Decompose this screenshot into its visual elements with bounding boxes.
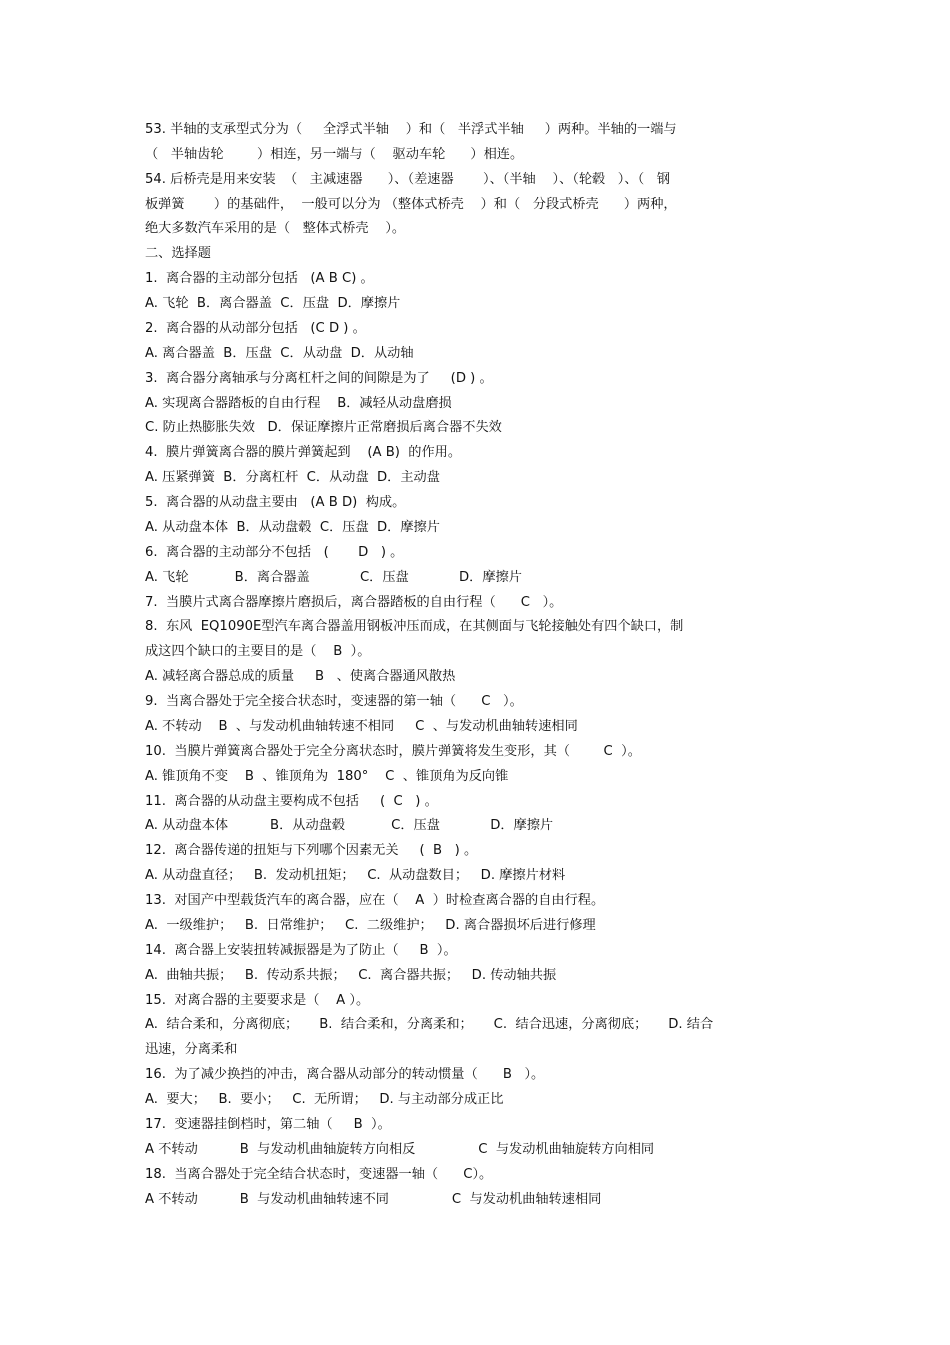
answer-options: C. 防止热膨胀失效 D．保证摩擦片正常磨损后离合器不失效	[145, 420, 502, 435]
question-text: 4. 膜片弹簧离合器的膜片弹簧起到 (A B) 的作用。	[145, 445, 462, 460]
answer-options: A. 从动盘本体 B．从动盘毂 C．压盘 D．摩擦片	[145, 520, 440, 535]
answer-options: A. 压紧弹簧 B．分离杠杆 C．从动盘 D．主动盘	[145, 470, 440, 485]
text-line: 板弹簧 ）的基础件， 一般可以分为 （整体式桥壳 ）和（ 分段式桥壳 ）两种，	[145, 197, 677, 212]
question-text: 7. 当膜片式离合器摩擦片磨损后，离合器踏板的自由行程（ C ）。	[145, 595, 563, 610]
question-text: 18. 当离合器处于完全结合状态时，变速器一轴（ C）。	[145, 1167, 493, 1182]
question-text: 17. 变速器挂倒档时，第二轴（ B ）。	[145, 1117, 391, 1132]
question-text: 13. 对国产中型载货汽车的离合器，应在（ A ）时检查离合器的自由行程。	[145, 893, 605, 908]
text-line: 绝大多数汽车采用的是（ 整体式桥壳 ）。	[145, 221, 406, 236]
question-text: 3. 离合器分离轴承与分离杠杆之间的间隙是为了 (D ) 。	[145, 371, 493, 386]
answer-options: A. 曲轴共振； B. 传动系共振； C. 离合器共振； D. 传动轴共振	[145, 968, 557, 983]
question-text: 6. 离合器的主动部分不包括 ( D ) 。	[145, 545, 404, 560]
question-text: 12. 离合器传递的扭矩与下列哪个因素无关 ( B ) 。	[145, 843, 478, 858]
answer-options: A. 锥顶角不变 B 、锥顶角为 180° C 、锥顶角为反向锥	[145, 769, 509, 784]
question-text: 15. 对离合器的主要要求是（ A ）。	[145, 993, 370, 1008]
question-text: 2. 离合器的从动部分包括 (C D ) 。	[145, 321, 366, 336]
text-line: （ 半轴齿轮 ）相连，另一端与（ 驱动车轮 ）相连。	[145, 147, 524, 162]
section-heading: 二、选择题	[145, 246, 211, 261]
answer-options: A. 减轻离合器总成的质量 B 、使离合器通风散热	[145, 669, 456, 684]
question-text: 成这四个缺口的主要目的是（ B ）。	[145, 644, 371, 659]
question-text: 14. 离合器上安装扭转减振器是为了防止（ B ）。	[145, 943, 457, 958]
answer-options: A. 从动盘直径； B. 发动机扭矩； C. 从动盘数目； D. 摩擦片材料	[145, 868, 566, 883]
question-text: 8. 东风 EQ1090E型汽车离合器盖用钢板冲压而成，在其侧面与飞轮接触处有四个缺口，制	[145, 619, 684, 634]
answer-options: A. 飞轮 B．离合器盖 C．压盘 D．摩擦片	[145, 570, 522, 585]
answer-options: A 不转动 B 与发动机曲轴转速不同 C 与发动机曲轴转速相同	[145, 1192, 602, 1207]
answer-options: A. 一级维护； B. 日常维护； C. 二级维护； D. 离合器损坏后进行修理	[145, 918, 596, 933]
answer-options: A. 从动盘本体 B．从动盘毂 C．压盘 D．摩擦片	[145, 818, 554, 833]
text-line: 54. 后桥壳是用来安装 （ 主减速器 ）、（差速器 ）、（半轴 ）、（轮毂 ）、（ 钢	[145, 172, 670, 187]
answer-options: A. 结合柔和，分离彻底； B. 结合柔和，分离柔和； C. 结合迅速，分离彻底； D. 结合	[145, 1017, 714, 1032]
answer-options: A. 不转动 B 、与发动机曲轴转速不相同 C 、与发动机曲轴转速相同	[145, 719, 578, 734]
question-text: 5. 离合器的从动盘主要由 (A B D) 构成。	[145, 495, 406, 510]
answer-options: A. 要大； B. 要小； C. 无所谓； D. 与主动部分成正比	[145, 1092, 504, 1107]
answer-options: 迅速，分离柔和	[145, 1042, 238, 1057]
answer-options: A. 实现离合器踏板的自由行程 B．减轻从动盘磨损	[145, 396, 452, 411]
answer-options: A. 飞轮 B．离合器盖 C．压盘 D．摩擦片	[145, 296, 401, 311]
question-text: 11. 离合器的从动盘主要构成不包括 ( C ) 。	[145, 794, 438, 809]
question-text: 1. 离合器的主动部分包括 (A B C) 。	[145, 271, 374, 286]
question-text: 9. 当离合器处于完全接合状态时，变速器的第一轴（ C ）。	[145, 694, 523, 709]
question-text: 16. 为了减少换挡的冲击，离合器从动部分的转动惯量（ B ）。	[145, 1067, 545, 1082]
answer-options: A. 离合器盖 B．压盘 C．从动盘 D．从动轴	[145, 346, 414, 361]
question-text: 10. 当膜片弹簧离合器处于完全分离状态时，膜片弹簧将发生变形，其（ C ）。	[145, 744, 641, 759]
text-line: 53. 半轴的支承型式分为（ 全浮式半轴 ）和（ 半浮式半轴 ）两种。半轴的一端与	[145, 122, 677, 137]
answer-options: A 不转动 B 与发动机曲轴旋转方向相反 C 与发动机曲轴旋转方向相同	[145, 1142, 655, 1157]
